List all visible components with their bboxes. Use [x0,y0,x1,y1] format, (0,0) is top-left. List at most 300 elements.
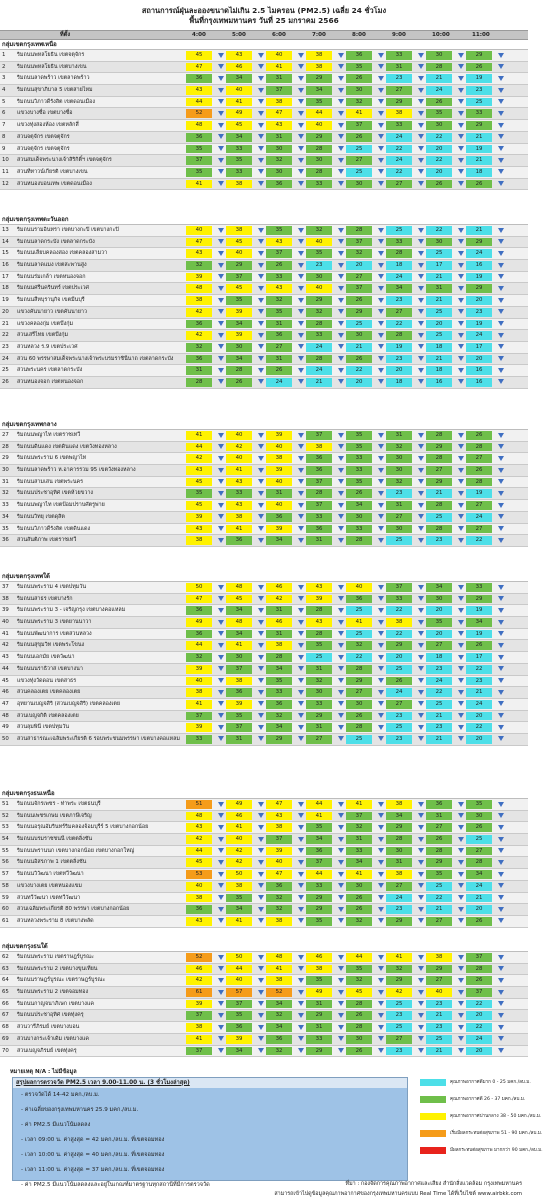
hour-column-header: 11:00 [472,32,490,38]
pm25-value-cell: 20 [346,378,372,387]
trend-arrow-icon [498,344,504,349]
pm25-value-cell: 31 [426,812,452,821]
pm25-value-cell: 21 [466,156,492,165]
trend-arrow-icon [338,620,344,625]
trend-arrow-icon [338,321,344,326]
pm25-value-cell: 32 [386,478,412,487]
trend-arrow-icon [498,631,504,636]
pm25-value-cell: 36 [186,320,212,329]
trend-arrow-icon [378,169,384,174]
trend-arrow-icon [218,620,224,625]
pm25-value-cell: 35 [346,431,372,440]
trend-arrow-icon [378,725,384,730]
trend-arrow-icon [298,274,304,279]
pm25-value-cell: 30 [346,882,372,891]
station-row [0,132,528,144]
pm25-value-cell: 35 [306,976,332,985]
trend-arrow-icon [338,837,344,842]
trend-arrow-icon [218,468,224,473]
station-row [0,975,528,987]
station-name: สวนพระนคร เขตลาดกระบัง [17,367,83,374]
row-number: 32 [2,490,9,497]
trend-arrow-icon [418,837,424,842]
pm25-value-cell: 37 [186,1011,212,1020]
trend-arrow-icon [258,309,264,314]
pm25-value-cell: 19 [466,320,492,329]
pm25-value-cell: 41 [226,98,252,107]
pm25-value-cell: 19 [386,343,412,352]
pm25-value-cell: 29 [426,478,452,487]
pm25-value-cell: 41 [306,812,332,821]
trend-arrow-icon [378,596,384,601]
trend-arrow-icon [338,368,344,373]
trend-arrow-icon [418,53,424,58]
station-name: ริมถนนเพชรเกษม เขตภาษีเจริญ [17,812,92,819]
station-name: ริมถนนพระราม 3 - เจริญกรุง เขตบางคอแหลม [17,607,126,614]
pm25-value-cell: 20 [466,1047,492,1056]
trend-arrow-icon [258,802,264,807]
station-name: ริมถนนพระราม 2 เขตจอมทอง [17,989,89,996]
trend-arrow-icon [298,690,304,695]
pm25-value-cell: 37 [346,238,372,247]
pm25-value-cell: 40 [186,226,212,235]
station-row [0,167,528,179]
pm25-value-cell: 26 [346,712,372,721]
trend-arrow-icon [218,228,224,233]
trend-arrow-icon [218,111,224,116]
row-number: 11 [2,168,9,175]
trend-arrow-icon [458,813,464,818]
pm25-value-cell: 33 [306,882,332,891]
station-row [0,85,528,97]
pm25-value-cell: 26 [466,466,492,475]
pm25-value-cell: 35 [186,489,212,498]
row-number: 22 [2,332,9,339]
trend-arrow-icon [458,333,464,338]
pm25-value-cell: 41 [226,917,252,926]
trend-arrow-icon [378,966,384,971]
trend-arrow-icon [418,690,424,695]
pm25-value-cell: 25 [346,735,372,744]
pm25-value-cell: 28 [346,665,372,674]
trend-arrow-icon [338,825,344,830]
trend-arrow-icon [258,526,264,531]
trend-arrow-icon [338,848,344,853]
trend-arrow-icon [378,860,384,865]
station-name: ริมถนนสุขุมวิท เขตพระโขนง [17,642,85,649]
pm25-value-cell: 35 [226,712,252,721]
trend-arrow-icon [498,503,504,508]
pm25-value-cell: 31 [386,858,412,867]
station-name: ริมถนนศรีนครินทร์ เขตประเวศ [17,285,89,292]
pm25-value-cell: 41 [346,800,372,809]
pm25-value-cell: 26 [346,355,372,364]
row-number: 7 [2,122,6,129]
pm25-value-cell: 41 [346,109,372,118]
trend-arrow-icon [378,895,384,900]
trend-arrow-icon [458,514,464,519]
pm25-value-cell: 38 [266,98,292,107]
pm25-value-cell: 30 [386,466,412,475]
trend-arrow-icon [378,333,384,338]
trend-arrow-icon [418,181,424,186]
pm25-value-cell: 33 [386,238,412,247]
station-name: สวนหลวง ร.9 เขตประเวศ [17,343,78,350]
row-number: 29 [2,455,9,462]
trend-arrow-icon [378,468,384,473]
station-name: อุทยานเบญจสิริ (สวนเบญจสิริ) เขตคลองเตย [17,700,121,707]
trend-arrow-icon [498,134,504,139]
pm25-value-cell: 31 [186,366,212,375]
station-row [0,617,528,629]
pm25-value-cell: 20 [426,320,452,329]
trend-arrow-icon [498,239,504,244]
pm25-value-cell: 30 [426,51,452,60]
pm25-value-cell: 28 [386,835,412,844]
pm25-value-cell: 24 [386,156,412,165]
pm25-value-cell: 42 [266,595,292,604]
pm25-value-cell: 28 [346,723,372,732]
pm25-value-cell: 35 [306,641,332,650]
trend-arrow-icon [458,99,464,104]
trend-arrow-icon [378,228,384,233]
pm25-value-cell: 28 [466,443,492,452]
station-row [0,799,528,811]
trend-arrow-icon [298,585,304,590]
pm25-value-cell: 40 [266,51,292,60]
trend-arrow-icon [418,444,424,449]
group-title: กลุ่มเขตกรุงเทพใต้ [0,572,528,582]
pm25-value-cell: 38 [386,870,412,879]
trend-arrow-icon [258,978,264,983]
pm25-value-cell: 48 [186,284,212,293]
pm25-value-cell: 50 [186,583,212,592]
pm25-value-cell: 47 [186,595,212,604]
pm25-value-cell: 38 [266,454,292,463]
pm25-value-cell: 31 [266,489,292,498]
pm25-value-cell: 30 [226,653,252,662]
pm25-value-cell: 18 [386,378,412,387]
trend-arrow-icon [218,76,224,81]
pm25-value-cell: 44 [306,800,332,809]
pm25-value-cell: 52 [186,109,212,118]
trend-arrow-icon [498,88,504,93]
pm25-value-cell: 43 [186,466,212,475]
trend-arrow-icon [458,251,464,256]
trend-arrow-icon [258,1001,264,1006]
pm25-value-cell: 24 [386,133,412,142]
trend-arrow-icon [418,76,424,81]
station-name: สวนจตุจักร เขตจตุจักร [17,145,70,152]
trend-arrow-icon [298,725,304,730]
pm25-value-cell: 40 [226,431,252,440]
trend-arrow-icon [218,690,224,695]
trend-arrow-icon [338,503,344,508]
pm25-value-cell: 28 [466,478,492,487]
trend-arrow-icon [338,538,344,543]
trend-arrow-icon [298,321,304,326]
trend-arrow-icon [458,181,464,186]
row-number: 43 [2,654,9,661]
station-row [0,834,528,846]
row-number: 49 [2,724,9,731]
trend-arrow-icon [498,321,504,326]
trend-arrow-icon [338,1013,344,1018]
trend-arrow-icon [338,907,344,912]
row-number: 27 [2,432,9,438]
trend-arrow-icon [378,146,384,151]
pm25-value-cell: 18 [466,168,492,177]
station-row [0,354,528,366]
station-group [0,789,528,928]
pm25-value-cell: 34 [226,630,252,639]
station-row [0,846,528,858]
station-group [0,942,528,1057]
pm25-value-cell: 25 [426,331,452,340]
row-number: 57 [2,871,9,878]
pm25-value-cell: 17 [466,653,492,662]
pm25-value-cell: 25 [346,630,372,639]
trend-arrow-icon [298,1001,304,1006]
pm25-value-cell: 17 [466,343,492,352]
pm25-value-cell: 18 [426,653,452,662]
trend-arrow-icon [258,643,264,648]
trend-arrow-icon [378,813,384,818]
trend-arrow-icon [258,918,264,923]
pm25-value-cell: 25 [426,513,452,522]
pm25-value-cell: 29 [346,308,372,317]
pm25-value-cell: 29 [306,296,332,305]
trend-arrow-icon [418,1048,424,1053]
pm25-value-cell: 32 [186,653,212,662]
pm25-value-cell: 38 [186,1023,212,1032]
trend-arrow-icon [298,918,304,923]
trend-arrow-icon [418,701,424,706]
pm25-value-cell: 28 [346,536,372,545]
pm25-value-cell: 23 [386,489,412,498]
pm25-value-cell: 24 [426,677,452,686]
summary-line: - เวลา 11:00 น. ค่าสูงสุด = 37 มคก./ลบ.ม. ที่เขตจอมทอง [21,1167,165,1173]
trend-arrow-icon [218,526,224,531]
trend-arrow-icon [378,479,384,484]
pm25-value-cell: 32 [306,308,332,317]
trend-arrow-icon [498,433,504,438]
trend-arrow-icon [418,64,424,69]
pm25-value-cell: 23 [306,261,332,270]
hour-column-header: 6:00 [272,32,286,38]
row-number: 66 [2,1000,9,1007]
row-number: 9 [2,145,6,152]
trend-arrow-icon [218,88,224,93]
trend-arrow-icon [378,1036,384,1041]
pm25-value-cell: 37 [386,583,412,592]
pm25-value-cell: 43 [186,525,212,534]
row-number: 48 [2,712,9,719]
pm25-value-cell: 37 [226,273,252,282]
pm25-value-cell: 43 [186,249,212,258]
pm25-value-cell: 22 [386,168,412,177]
trend-arrow-icon [498,837,504,842]
pm25-value-cell: 41 [266,965,292,974]
trend-arrow-icon [298,736,304,741]
trend-arrow-icon [458,479,464,484]
pm25-value-cell: 49 [226,800,252,809]
trend-arrow-icon [418,123,424,128]
station-row [0,442,528,454]
trend-arrow-icon [458,456,464,461]
trend-arrow-icon [298,608,304,613]
pm25-value-cell: 38 [386,109,412,118]
report-title: สถานการณ์ฝุ่นละอองขนาดไม่เกิน 2.5 ไมครอน (PM2.5) เฉลี่ย 24 ชั่วโมง [141,6,387,15]
pm25-value-cell: 21 [426,273,452,282]
pm25-value-cell: 23 [386,296,412,305]
trend-arrow-icon [298,251,304,256]
trend-arrow-icon [298,368,304,373]
pm25-value-cell: 19 [466,489,492,498]
trend-arrow-icon [458,88,464,93]
station-row [0,342,528,354]
trend-arrow-icon [418,263,424,268]
pm25-value-cell: 22 [466,665,492,674]
station-name: ริมถนนเลียบคลองสอง เขตคลองสามวา [17,250,108,257]
pm25-value-cell: 27 [426,466,452,475]
trend-arrow-icon [378,825,384,830]
pm25-value-cell: 26 [346,1047,372,1056]
pm25-value-cell: 32 [346,641,372,650]
station-name: ริมถนนพหลโยธิน เขตจตุจักร [17,52,85,58]
pm25-value-cell: 27 [466,501,492,510]
pm25-value-cell: 46 [226,812,252,821]
row-number: 62 [2,954,9,960]
trend-arrow-icon [378,286,384,291]
pm25-value-cell: 38 [226,226,252,235]
station-name: ริมถนนเอกมัย เขตวัฒนา [17,654,75,661]
pm25-value-cell: 33 [306,180,332,189]
trend-arrow-icon [418,538,424,543]
trend-arrow-icon [458,678,464,683]
row-number: 70 [2,1047,9,1054]
trend-arrow-icon [458,169,464,174]
row-number: 45 [2,677,9,684]
pm25-value-cell: 40 [306,121,332,130]
trend-arrow-icon [418,503,424,508]
pm25-value-cell: 31 [266,133,292,142]
pm25-value-cell: 30 [386,454,412,463]
trend-arrow-icon [498,356,504,361]
pm25-value-cell: 33 [306,1035,332,1044]
station-row [0,330,528,342]
trend-arrow-icon [498,123,504,128]
hour-column-header: 5:00 [232,32,246,38]
trend-arrow-icon [338,123,344,128]
trend-arrow-icon [418,860,424,865]
pm25-value-cell: 37 [226,723,252,732]
trend-arrow-icon [378,678,384,683]
pm25-value-cell: 29 [466,238,492,247]
trend-arrow-icon [298,286,304,291]
trend-arrow-icon [458,298,464,303]
trend-arrow-icon [498,848,504,853]
row-number: 15 [2,250,9,257]
pm25-value-cell: 34 [226,606,252,615]
station-name: ริมถนนลาดพร้าว ห.อาคารรวม 95 เขตวังทองหลาง [17,467,136,474]
pm25-value-cell: 32 [386,965,412,974]
pm25-value-cell: 25 [386,1000,412,1009]
row-number: 28 [2,443,9,450]
trend-arrow-icon [298,655,304,660]
trend-arrow-icon [418,228,424,233]
pm25-value-cell: 32 [266,156,292,165]
station-name: ริมถนนพระราม เขตราษฎร์บูรณะ [17,954,94,960]
pm25-value-cell: 23 [426,1000,452,1009]
pm25-value-cell: 42 [186,454,212,463]
station-name: สวนลุมพินี เขตปทุมวัน [17,724,70,731]
pm25-value-cell: 31 [386,63,412,72]
trend-arrow-icon [298,76,304,81]
pm25-value-cell: 61 [186,988,212,997]
pm25-value-cell: 31 [306,665,332,674]
pm25-value-cell: 35 [226,296,252,305]
pm25-value-cell: 38 [266,641,292,650]
pm25-value-cell: 29 [306,74,332,83]
pm25-value-cell: 40 [266,443,292,452]
pm25-value-cell: 21 [466,133,492,142]
pm25-value-cell: 35 [466,800,492,809]
trend-arrow-icon [418,286,424,291]
trend-arrow-icon [378,837,384,842]
trend-arrow-icon [218,701,224,706]
trend-arrow-icon [338,514,344,519]
pm25-value-cell: 22 [426,156,452,165]
station-row [0,377,528,389]
trend-arrow-icon [498,1025,504,1030]
pm25-value-cell: 28 [426,847,452,856]
legend-label: มีผลกระทบต่อสุขภาพ มากกว่า 90 มคก./ลบ.ม. [450,1148,543,1153]
trend-arrow-icon [258,64,264,69]
pm25-value-cell: 20 [466,712,492,721]
pm25-value-cell: 31 [266,320,292,329]
trend-arrow-icon [298,1013,304,1018]
pm25-value-cell: 39 [306,595,332,604]
trend-arrow-icon [458,228,464,233]
trend-arrow-icon [458,990,464,995]
pm25-value-cell: 18 [426,366,452,375]
pm25-value-cell: 22 [466,723,492,732]
trend-arrow-icon [458,503,464,508]
group-title: กลุ่มเขตกรุงธนใต้ [0,942,528,952]
trend-arrow-icon [458,123,464,128]
station-row [0,365,528,377]
pm25-value-cell: 45 [186,51,212,60]
pm25-value-cell: 27 [266,343,292,352]
row-number: 47 [2,700,9,707]
trend-arrow-icon [418,274,424,279]
trend-arrow-icon [218,978,224,983]
pm25-value-cell: 38 [226,180,252,189]
pm25-value-cell: 32 [266,296,292,305]
pm25-value-cell: 26 [346,1011,372,1020]
station-row [0,964,528,976]
station-name: ริมถนนกาญจนาภิเษก เขตบางแค [17,1000,94,1007]
station-name: แขวงบางเตย เขตหนองแขม [17,882,82,889]
trend-arrow-icon [498,883,504,888]
pm25-value-cell: 25 [346,168,372,177]
pm25-value-cell: 21 [426,712,452,721]
pm25-value-cell: 23 [466,86,492,95]
trend-arrow-icon [338,134,344,139]
trend-arrow-icon [458,596,464,601]
trend-arrow-icon [218,802,224,807]
